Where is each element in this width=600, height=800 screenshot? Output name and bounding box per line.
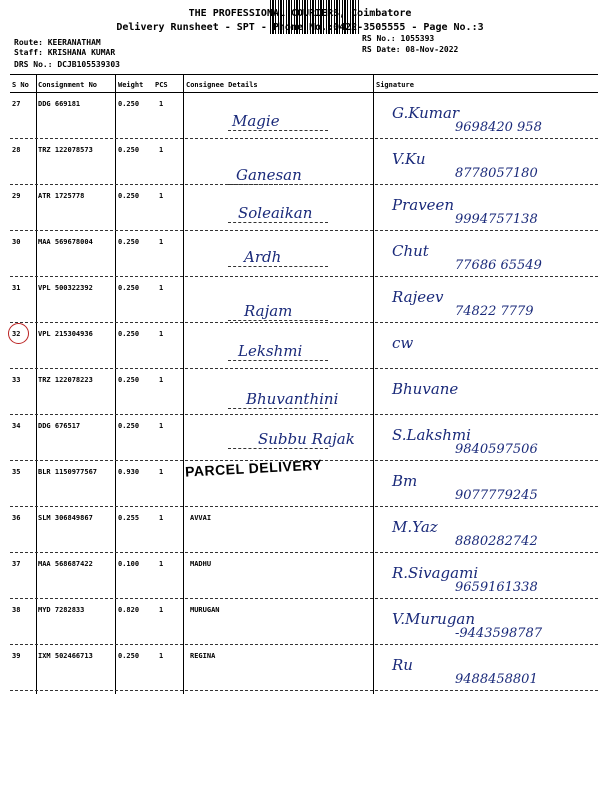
col-header-signature: Signature bbox=[376, 81, 414, 89]
signature-handwriting: V.Murugan bbox=[392, 610, 476, 628]
signature-handwriting: M.Yaz bbox=[392, 518, 438, 536]
row-consignment-no: IXM 502466713 bbox=[38, 652, 93, 660]
row-consignment-no: VPL 215304936 bbox=[38, 330, 93, 338]
signature-phone-number: 9994757138 bbox=[455, 212, 538, 227]
signature-handwriting: Rajeev bbox=[392, 288, 444, 306]
signature-handwriting: V.Ku bbox=[392, 150, 426, 168]
handwritten-consignee-name: Soleaikan bbox=[238, 204, 313, 222]
signature-phone-number: 77686 65549 bbox=[455, 258, 542, 273]
parcel-delivery-stamp: PARCEL DELIVERY bbox=[184, 456, 323, 480]
col-header-pcs: PCS bbox=[155, 81, 168, 89]
row-weight: 0.250 bbox=[118, 192, 140, 200]
row-consignee: REGINA bbox=[190, 652, 216, 660]
row-weight: 0.250 bbox=[118, 422, 140, 430]
handwritten-consignee-name: Ardh bbox=[244, 248, 282, 266]
row-sno: 29 bbox=[12, 192, 21, 200]
row-sno: 30 bbox=[12, 238, 21, 246]
row-weight: 0.250 bbox=[118, 100, 140, 108]
row-separator bbox=[10, 230, 598, 231]
row-sno: 39 bbox=[12, 652, 21, 660]
signature-phone-number: 74822 7779 bbox=[455, 304, 534, 319]
name-underline bbox=[228, 320, 328, 321]
row-weight: 0.250 bbox=[118, 330, 140, 338]
row-weight: 0.250 bbox=[118, 146, 140, 154]
row-consignee: MURUGAN bbox=[190, 606, 220, 614]
row-separator bbox=[10, 552, 598, 553]
row-separator bbox=[10, 138, 598, 139]
row-pcs: 1 bbox=[159, 146, 164, 154]
row-separator bbox=[10, 644, 598, 645]
signature-handwriting: Bhuvane bbox=[392, 380, 459, 398]
handwritten-circle-mark bbox=[8, 323, 29, 344]
signature-handwriting: Chut bbox=[392, 242, 429, 260]
signature-phone-number: 9659161338 bbox=[455, 580, 538, 595]
row-separator bbox=[10, 414, 598, 415]
row-consignment-no: TRZ 122078223 bbox=[38, 376, 93, 384]
row-weight: 0.250 bbox=[118, 652, 140, 660]
row-pcs: 1 bbox=[159, 330, 164, 338]
signature-handwriting: Ru bbox=[392, 656, 413, 674]
handwritten-consignee-name: Lekshmi bbox=[238, 342, 303, 360]
col-divider bbox=[115, 74, 116, 694]
row-sno: 35 bbox=[12, 468, 21, 476]
name-underline bbox=[228, 360, 328, 361]
company-title: THE PROFESSIONAL COURIERS, Coimbatore bbox=[188, 8, 412, 19]
row-consignee: MADHU bbox=[190, 560, 212, 568]
row-separator bbox=[10, 506, 598, 507]
row-consignment-no: TRZ 122078573 bbox=[38, 146, 93, 154]
row-consignment-no: DDG 669181 bbox=[38, 100, 81, 108]
handwritten-consignee-name: Magie bbox=[232, 112, 280, 130]
row-pcs: 1 bbox=[159, 468, 164, 476]
row-pcs: 1 bbox=[159, 284, 164, 292]
row-pcs: 1 bbox=[159, 652, 164, 660]
signature-handwriting: Bm bbox=[392, 472, 418, 490]
row-pcs: 1 bbox=[159, 560, 164, 568]
row-pcs: 1 bbox=[159, 376, 164, 384]
route-label: Route: KEERANATHAM bbox=[14, 38, 101, 47]
col-divider bbox=[183, 74, 184, 694]
row-weight: 0.100 bbox=[118, 560, 140, 568]
drs-number: DRS No.: DCJB105539303 bbox=[14, 60, 120, 69]
row-separator bbox=[10, 690, 598, 691]
signature-phone-number: 8778057180 bbox=[455, 166, 538, 181]
handwritten-consignee-name: Subbu Rajak bbox=[258, 430, 355, 448]
name-underline bbox=[228, 266, 328, 267]
row-consignment-no: VPL 500322392 bbox=[38, 284, 93, 292]
signature-phone-number: 9698420 958 bbox=[455, 120, 542, 135]
handwritten-consignee-name: Ganesan bbox=[236, 166, 302, 184]
row-weight: 0.250 bbox=[118, 284, 140, 292]
signature-phone-number: 8880282742 bbox=[455, 534, 538, 549]
name-underline bbox=[228, 408, 328, 409]
table-top-rule bbox=[10, 74, 598, 75]
row-consignment-no: MAA 568687422 bbox=[38, 560, 93, 568]
signature-handwriting: R.Sivagami bbox=[392, 564, 479, 582]
row-weight: 0.250 bbox=[118, 376, 140, 384]
col-divider bbox=[373, 74, 374, 694]
row-pcs: 1 bbox=[159, 100, 164, 108]
row-sno: 38 bbox=[12, 606, 21, 614]
row-consignment-no: MAA 569678004 bbox=[38, 238, 93, 246]
signature-handwriting: Praveen bbox=[392, 196, 455, 214]
row-weight: 0.250 bbox=[118, 238, 140, 246]
rs-date: RS Date: 08-Nov-2022 bbox=[362, 45, 459, 54]
row-consignment-no: SLM 306849867 bbox=[38, 514, 93, 522]
signature-handwriting: G.Kumar bbox=[392, 104, 460, 122]
signature-phone-number: 9077779245 bbox=[455, 488, 538, 503]
row-sno: 33 bbox=[12, 376, 21, 384]
handwritten-consignee-name: Rajam bbox=[244, 302, 293, 320]
signature-phone-number: -9443598787 bbox=[455, 626, 543, 641]
row-sno: 27 bbox=[12, 100, 21, 108]
staff-label: Staff: KRISHANA KUMAR bbox=[14, 48, 116, 57]
row-sno: 37 bbox=[12, 560, 21, 568]
col-header-consignee: Consignee Details bbox=[186, 81, 258, 89]
signature-phone-number: 9488458801 bbox=[455, 672, 538, 687]
col-header-consignment: Consignment No bbox=[38, 81, 98, 89]
row-consignment-no: ATR 1725778 bbox=[38, 192, 85, 200]
name-underline bbox=[228, 222, 328, 223]
row-consignment-no: BLR 1150977567 bbox=[38, 468, 98, 476]
rs-number: RS No.: 1055393 bbox=[362, 34, 435, 43]
row-weight: 0.930 bbox=[118, 468, 140, 476]
signature-handwriting: cw bbox=[392, 334, 414, 352]
runsheet-subtitle: Delivery Runsheet - SPT - Phone No.:0422-3505555 - Page No.:3 bbox=[116, 22, 484, 33]
row-pcs: 1 bbox=[159, 514, 164, 522]
signature-phone-number: 9840597506 bbox=[455, 442, 538, 457]
row-pcs: 1 bbox=[159, 422, 164, 430]
row-pcs: 1 bbox=[159, 606, 164, 614]
row-consignment-no: MYD 7282833 bbox=[38, 606, 85, 614]
row-sno: 32 bbox=[12, 330, 21, 338]
row-consignee: AVVAI bbox=[190, 514, 212, 522]
col-header-sno: S No bbox=[12, 81, 29, 89]
row-sno: 28 bbox=[12, 146, 21, 154]
name-underline bbox=[228, 130, 328, 131]
col-header-weight: Weight bbox=[118, 81, 144, 89]
col-divider bbox=[36, 74, 37, 694]
row-weight: 0.255 bbox=[118, 514, 140, 522]
row-pcs: 1 bbox=[159, 192, 164, 200]
signature-handwriting: S.Lakshmi bbox=[392, 426, 471, 444]
row-sno: 34 bbox=[12, 422, 21, 430]
row-separator bbox=[10, 368, 598, 369]
row-separator bbox=[10, 322, 598, 323]
handwritten-consignee-name: Bhuvanthini bbox=[246, 390, 339, 408]
row-sno: 31 bbox=[12, 284, 21, 292]
name-underline bbox=[228, 448, 328, 449]
row-separator bbox=[10, 276, 598, 277]
row-consignment-no: DDG 676517 bbox=[38, 422, 81, 430]
row-separator bbox=[10, 184, 598, 185]
row-separator bbox=[10, 598, 598, 599]
row-pcs: 1 bbox=[159, 238, 164, 246]
table-header-rule bbox=[10, 92, 598, 93]
row-sno: 36 bbox=[12, 514, 21, 522]
row-weight: 0.820 bbox=[118, 606, 140, 614]
